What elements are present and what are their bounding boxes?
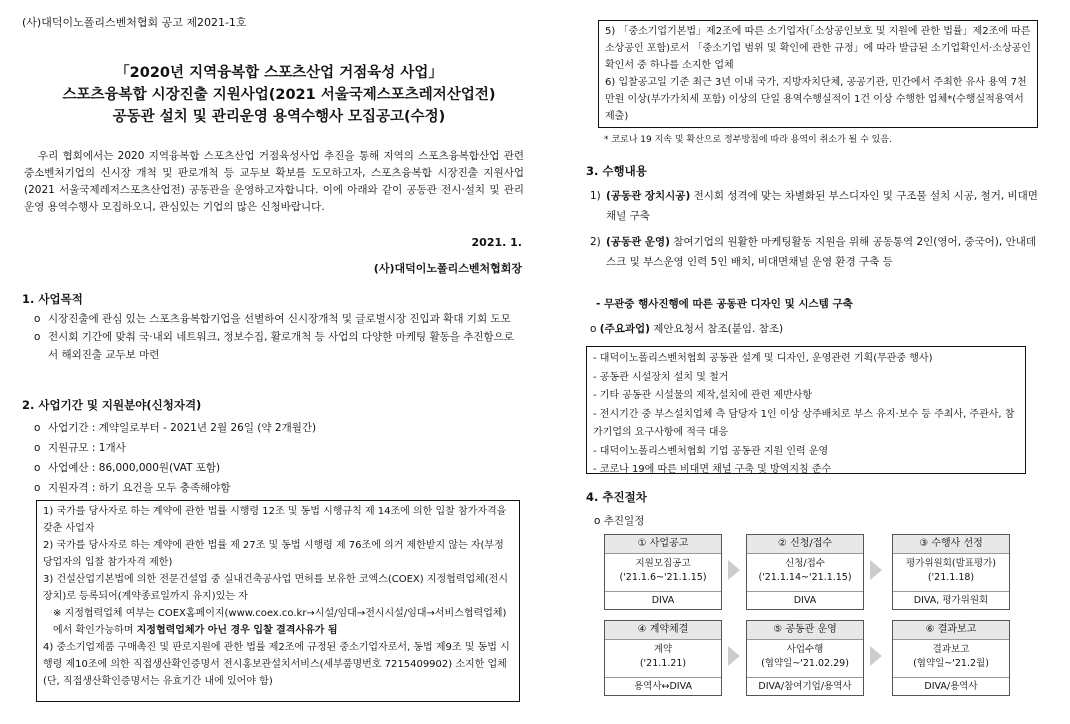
bullet-icon: o (594, 515, 604, 527)
stage-2: ② 신청/접수 신청/접수 ('21.1.14~'21.1.15) DIVA (746, 534, 864, 610)
list-item: o 지원규모 : 1개사 (34, 438, 524, 458)
bullet-icon: o (590, 323, 600, 335)
task-list-box (586, 346, 1026, 474)
list-item: o 지원자격 : 하기 요건을 모두 충족해야함 (34, 478, 524, 498)
section-3-main-task: o (주요과업) 제안요청서 참조(붙임. 참조) (590, 323, 784, 335)
arrow-right-icon (728, 646, 740, 666)
process-flow (604, 534, 1024, 704)
stage-6: ⑥ 결과보고 결과보고 (협약일~'21.2월) DIVA/용역사 (892, 620, 1010, 696)
section-3-dash-note: - 무관중 행사진행에 따른 공동관 디자인 및 시스템 구축 (596, 298, 853, 310)
eligibility-item-6: 6) 입찰공고일 기준 최근 3년 이내 국가, 지방자치단체, 공공기관, 민간에서 주최한 유사 용역 7천만원 이상(부가가치세 포함) 이상의 단일 용역수행실적이 1건 이상 수행한 업체*(수행실적용역서 제출) (605, 77, 1027, 122)
task-item: - 전시기간 중 부스설치업체 측 담당자 1인 이상 상주배치로 부스 유지·보수 등 주최사, 주관사, 참가기업의 요구사항에 적극 대응 (593, 408, 1015, 438)
title-line-1: 「2020년 지역융복합 스포츠산업 거점육성 사업」 (115, 65, 443, 81)
eligibility-item-4: 4) 중소기업제품 구매촉진 및 판로지원에 관한 법률 제2조에 규정된 중소기업자로서, 동법 제9조 및 동법 시행령 제10조에 의한 직접생산확인증명서 전시홍보관설치서비스(세부품명번호 7215409902) 소지한 업체(단, 직접생산확인증명서는 유효기간 내에 있어야 함) (43, 642, 510, 687)
section-1-title: 1. 사업목적 (22, 292, 83, 306)
arrow-right-icon (870, 646, 882, 666)
section-4-title: 4. 추진절차 (586, 490, 647, 504)
bullet-icon: o (34, 422, 41, 434)
page-title (24, 62, 534, 128)
bullet-icon: o (34, 331, 41, 343)
eligibility-box (36, 500, 520, 702)
eligibility-note: ※ 지정협력업체 여부는 COEX홈페이지(www.coex.co.kr→시설/임대→전시시설/임대→서비스협력업체)에서 확인가능하며 지정협력업체가 아닌 경우 입찰 결격사유가 됨 (53, 608, 507, 636)
title-line-3: 공동관 설치 및 관리운영 용역수행사 모집공고(수정) (112, 109, 446, 125)
task-item: - 대덕이노폴리스벤처협회 공동관 설계 및 디자인, 운영관련 기획(무관중 행사) (593, 353, 933, 364)
notice-date: 2021. 1. (471, 236, 522, 249)
section-2-list (34, 418, 524, 498)
bullet-icon: o (34, 462, 41, 474)
issuer: (사)대덕이노폴리스벤처협회장 (373, 262, 522, 275)
task-item: - 코로나 19에 따른 비대면 채널 구축 및 방역지침 준수 (593, 464, 832, 475)
list-item: o 사업예산 : 86,000,000원(VAT 포함) (34, 458, 524, 478)
arrow-right-icon (728, 560, 740, 580)
list-item: o 시장진출에 관심 있는 스포츠융복합기업을 선별하여 신시장개척 및 글로벌시장 진입과 확대 기회 도모 (34, 310, 524, 328)
stage-3: ③ 수행사 선정 평가위원회(발표평가) ('21.1.18) DIVA, 평가위원회 (892, 534, 1010, 610)
covid-note: * 코로나 19 지속 및 확산으로 정부방침에 따라 용역이 취소가 될 수 있음. (604, 135, 892, 145)
list-item: o 사업기간 : 계약일로부터 - 2021년 2월 26일 (약 2개월간) (34, 418, 524, 438)
notice-number: (사)대덕이노폴리스벤처협회 공고 제2021-1호 (22, 16, 247, 29)
section-3-item-2: 2) (공동관 운영) 참여기업의 원활한 마케팅활동 지원을 위해 공동통역 2인(영어, 중국어), 안내데스크 및 부스운영 인력 5인 배치, 비대면채널 운영 환경 구축 등 (590, 236, 1036, 268)
stage-5: ⑤ 공동관 운영 사업수행 (협약일~'21.02.29) DIVA/참여기업/용역사 (746, 620, 864, 696)
eligibility-item-1: 1) 국가를 당사자로 하는 계약에 관한 법률 시행령 12조 및 동법 시행규칙 제 14조에 의한 입찰 참가자격을 갖춘 사업자 (43, 506, 507, 534)
stage-1: ① 사업공고 지원모집공고 ('21.1.6~'21.1.15) DIVA (604, 534, 722, 610)
bullet-icon: o (34, 482, 41, 494)
title-line-2: 스포츠융복합 시장진출 지원사업(2021 서울국제스포츠레저산업전) (62, 87, 496, 103)
task-item: - 대덕이노폴리스벤처협회 기업 공동관 지원 인력 운영 (593, 445, 829, 457)
section-3-title: 3. 수행내용 (586, 164, 647, 178)
bullet-icon: o (34, 442, 41, 454)
section-4-sub: o 추진일정 (594, 515, 645, 527)
arrow-right-icon (870, 560, 882, 580)
eligibility-item-3: 3) 건설산업기본법에 의한 전문건설업 중 실내건축공사업 면허를 보유한 코엑스(COEX) 지정협력업체(전시장치)로 등록되어(계약종료일까지 유지)있는 자 (43, 574, 508, 602)
eligibility-item-2: 2) 국가를 당사자로 하는 계약에 관한 법률 제 27조 및 동법 시행령 제 76조에 의거 제한받지 않는 자(부정당업자의 입찰 참가자격 제한) (43, 540, 504, 568)
task-item: - 공동관 시설장치 설치 및 철거 (593, 371, 729, 383)
stage-4: ④ 계약체결 계약 ('21.1.21) 용역사↔DIVA (604, 620, 722, 696)
intro-paragraph: 우리 협회에서는 2020 지역융복합 스포츠산업 거점육성사업 추진을 통해 지역의 스포츠융복합산업 관련 중소벤처기업의 신시장 개척 및 판로개척 등 교두보 확보를 도모하고자, 스포츠융복합 시장진출 지원사업(2021 서울국제레저스포츠산업전) 공동관을 운영하고자합니다. 이에 아래와 같이 공동관 전시·설치 및 관리운영 용역수행사 모집하오니, 관심있는 기업의 많은 신청바랍니다. (24, 150, 524, 213)
list-item: o 전시회 기간에 맞춰 국·내외 네트워크, 정보수집, 활로개척 등 사업의 다양한 마케팅 활동을 추진함으로서 해외진출 교두보 마련 (34, 328, 524, 364)
section-2-title: 2. 사업기간 및 지원분야(신청자격) (22, 398, 202, 412)
eligibility-box-continued (598, 20, 1038, 128)
bullet-icon: o (34, 313, 41, 325)
task-item: - 기타 공동관 시설물의 제작,설치에 관련 제반사항 (593, 390, 813, 401)
section-3-item-1: 1) (공동관 장치시공) 전시회 성격에 맞는 차별화된 부스디자인 및 구조물 설치 시공, 철거, 비대면 채널 구축 (590, 190, 1038, 222)
section-1-list (34, 310, 524, 364)
eligibility-item-5: 5) 「중소기업기본법」제2조에 따른 소기업자(「소상공인보호 및 지원에 관한 법률」제2조에 따른 소상공인 포함)로서 「중소기업 범위 및 확인에 관한 규정」에 따라 발급된 소기업확인서·소상공인확인서 중 하나를 소지한 업체 (605, 26, 1031, 71)
